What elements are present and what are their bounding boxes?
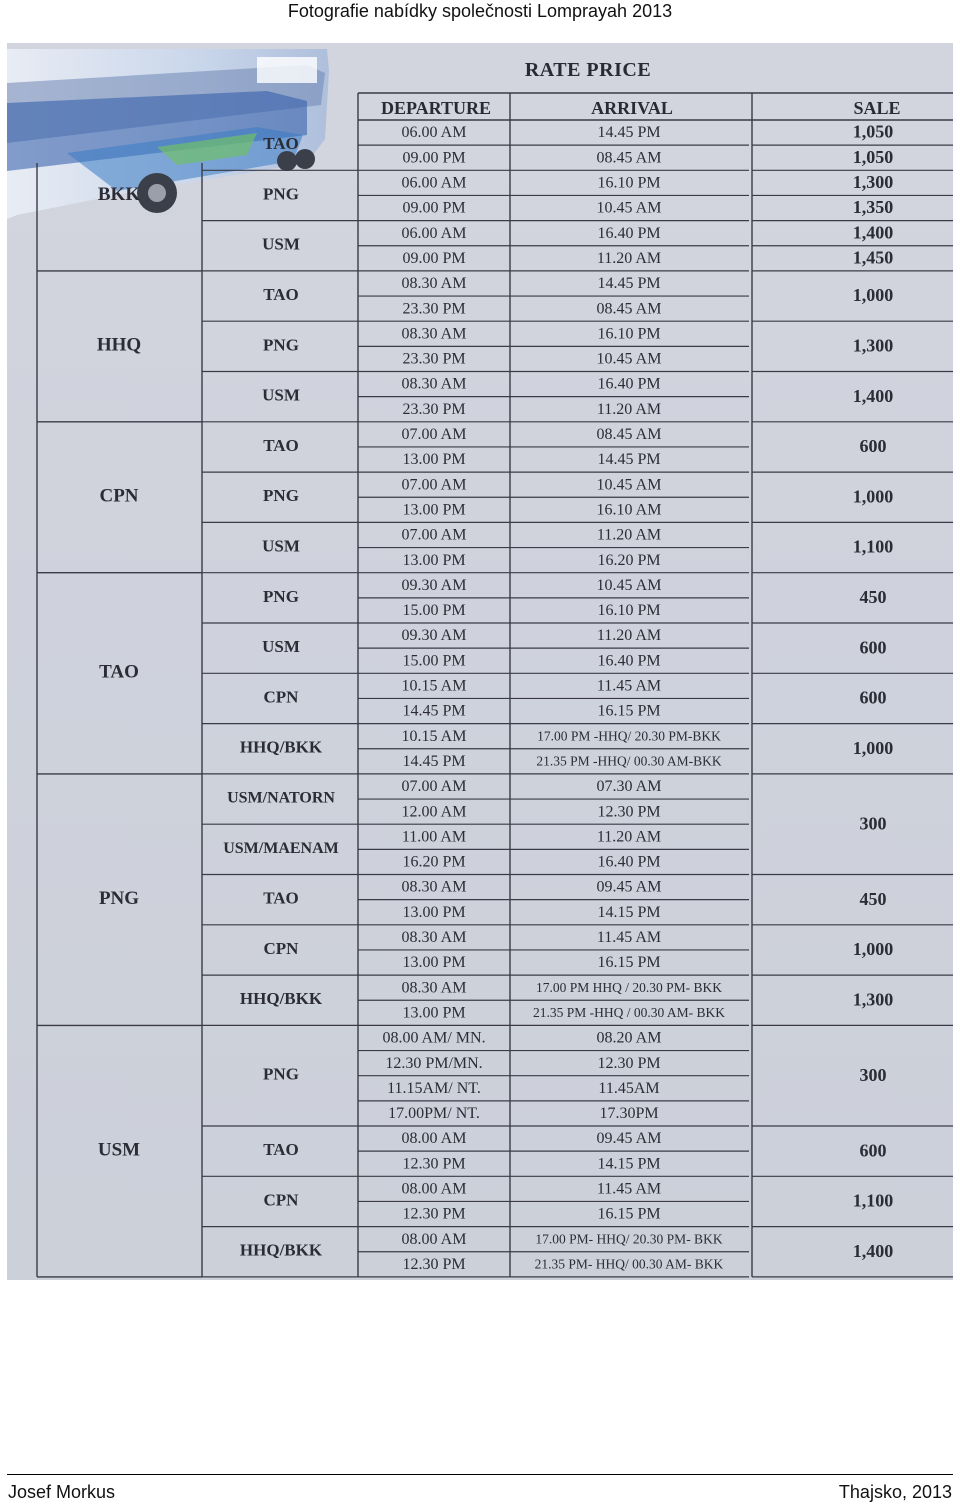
destination-label: HHQ/BKK xyxy=(239,1240,323,1260)
arrival-time: 11.20 AM xyxy=(596,627,662,645)
departure-time: 06.00 AM xyxy=(401,224,467,242)
destination-label: USM/NATORN xyxy=(227,789,335,807)
footer-author: Josef Morkus xyxy=(8,1482,116,1502)
departure-time: 07.00 AM xyxy=(401,426,467,444)
arrival-time: 08.45 AM xyxy=(596,149,662,167)
arrival-time: 11.45 AM xyxy=(596,929,662,947)
arrival-time: 16.40 PM xyxy=(597,652,661,670)
arrival-time: 11.20 AM xyxy=(596,400,662,418)
arrival-time: 10.45 AM xyxy=(596,350,662,368)
destination-label: CPN xyxy=(263,1190,299,1210)
sale-price: 1,000 xyxy=(852,285,894,306)
destination-label: CPN xyxy=(263,687,299,707)
arrival-time: 17.00 PM HHQ / 20.30 PM- BKK xyxy=(535,979,723,995)
departure-time: 11.00 AM xyxy=(401,828,467,846)
departure-time: 08.00 AM xyxy=(401,1180,467,1198)
departure-time: 23.30 PM xyxy=(402,350,466,368)
sale-price: 1,000 xyxy=(852,486,894,507)
departure-time: 09.30 AM xyxy=(401,576,467,594)
sale-price: 1,450 xyxy=(852,247,894,268)
departure-time: 08.30 AM xyxy=(401,275,467,293)
departure-time: 07.00 AM xyxy=(401,778,467,796)
sale-price: 1,050 xyxy=(852,146,894,167)
departure-time: 15.00 PM xyxy=(402,602,466,620)
sale-price: 1,050 xyxy=(852,121,894,142)
arrival-time: 14.45 PM xyxy=(597,124,661,142)
arrival-time: 14.15 PM xyxy=(597,903,661,921)
destination-label: TAO xyxy=(263,1140,299,1160)
departure-header: DEPARTURE xyxy=(380,98,492,118)
departure-time: 08.00 AM xyxy=(401,1230,467,1248)
arrival-time: 16.15 PM xyxy=(597,702,661,720)
departure-time: 16.20 PM xyxy=(402,853,466,871)
sale-price: 1,100 xyxy=(852,536,894,557)
arrival-time: 11.45AM xyxy=(598,1079,660,1097)
arrival-time: 17.30PM xyxy=(599,1105,659,1123)
departure-time: 08.00 AM xyxy=(401,1130,467,1148)
rate-price-title: RATE PRICE xyxy=(524,59,652,81)
arrival-time: 10.45 AM xyxy=(596,199,662,217)
departure-time: 09.00 PM xyxy=(402,149,466,167)
sale-price: 1,000 xyxy=(852,939,894,960)
arrival-time: 21.35 PM- HHQ/ 00.30 AM- BKK xyxy=(534,1256,724,1272)
departure-time: 08.30 AM xyxy=(401,929,467,947)
departure-time: 13.00 PM xyxy=(402,954,466,972)
departure-time: 15.00 PM xyxy=(402,652,466,670)
origin-label: CPN xyxy=(99,485,139,507)
departure-time: 06.00 AM xyxy=(401,174,467,192)
departure-time: 08.30 AM xyxy=(401,979,467,997)
arrival-time: 08.20 AM xyxy=(596,1029,662,1047)
departure-time: 09.00 PM xyxy=(402,199,466,217)
arrival-time: 10.45 AM xyxy=(596,476,662,494)
arrival-time: 11.20 AM xyxy=(596,526,662,544)
sale-price: 600 xyxy=(859,687,887,708)
destination-label: TAO xyxy=(263,134,299,154)
arrival-time: 12.30 PM xyxy=(597,803,661,821)
arrival-time: 16.40 PM xyxy=(597,375,661,393)
sale-price: 1,300 xyxy=(852,335,894,356)
arrival-time: 11.20 AM xyxy=(596,249,662,267)
destination-label: PNG xyxy=(263,486,299,506)
destination-label: TAO xyxy=(263,284,299,304)
origin-label: HHQ xyxy=(96,334,142,356)
sale-price: 1,400 xyxy=(852,385,894,406)
departure-time: 13.00 PM xyxy=(402,903,466,921)
sale-price: 1,100 xyxy=(852,1190,894,1211)
sale-price: 600 xyxy=(859,637,887,658)
destination-label: TAO xyxy=(263,888,299,908)
arrival-time: 11.45 AM xyxy=(596,677,662,695)
departure-time: 13.00 PM xyxy=(402,1004,466,1022)
departure-time: 12.30 PM xyxy=(402,1155,466,1173)
arrival-time: 10.45 AM xyxy=(596,576,662,594)
arrival-time: 17.00 PM -HHQ/ 20.30 PM-BKK xyxy=(537,728,721,744)
destination-label: PNG xyxy=(263,586,299,606)
sale-price: 1,300 xyxy=(852,989,894,1010)
arrival-time: 21.35 PM -HHQ/ 00.30 AM-BKK xyxy=(536,753,722,769)
departure-time: 12.00 AM xyxy=(401,803,467,821)
rate-table xyxy=(7,43,953,1280)
arrival-time: 17.00 PM- HHQ/ 20.30 PM- BKK xyxy=(535,1231,723,1247)
arrival-time: 11.45 AM xyxy=(596,1180,662,1198)
destination-label: HHQ/BKK xyxy=(239,737,323,757)
destination-label: USM/MAENAM xyxy=(223,840,339,858)
sale-price: 450 xyxy=(859,888,887,909)
arrival-time: 16.15 PM xyxy=(597,1205,661,1223)
arrival-time: 12.30 PM xyxy=(597,1054,661,1072)
departure-time: 07.00 AM xyxy=(401,476,467,494)
departure-time: 14.45 PM xyxy=(402,702,466,720)
arrival-time: 09.45 AM xyxy=(596,1130,662,1148)
departure-time: 06.00 AM xyxy=(401,124,467,142)
departure-time: 14.45 PM xyxy=(402,752,466,770)
departure-time: 23.30 PM xyxy=(402,400,466,418)
destination-label: PNG xyxy=(263,1064,299,1084)
departure-time: 08.30 AM xyxy=(401,878,467,896)
arrival-time: 08.45 AM xyxy=(596,426,662,444)
destination-label: HHQ/BKK xyxy=(239,989,323,1009)
sale-price: 300 xyxy=(859,1064,887,1085)
arrival-time: 07.30 AM xyxy=(596,778,662,796)
departure-time: 12.30 PM/MN. xyxy=(385,1054,483,1072)
departure-time: 07.00 AM xyxy=(401,526,467,544)
sale-price: 1,400 xyxy=(852,222,894,243)
arrival-time: 14.45 PM xyxy=(597,275,661,293)
sale-price: 1,400 xyxy=(852,1240,894,1261)
arrival-time: 11.20 AM xyxy=(596,828,662,846)
departure-time: 09.00 PM xyxy=(402,249,466,267)
arrival-time: 16.20 PM xyxy=(597,551,661,569)
sale-price: 450 xyxy=(859,586,887,607)
origin-label: TAO xyxy=(99,661,139,683)
departure-time: 17.00PM/ NT. xyxy=(388,1105,480,1123)
sale-price: 1,300 xyxy=(852,172,894,192)
departure-time: 10.15 AM xyxy=(401,677,467,695)
destination-label: USM xyxy=(262,536,300,556)
departure-time: 12.30 PM xyxy=(402,1205,466,1223)
sale-price: 300 xyxy=(859,813,887,834)
destination-label: USM xyxy=(262,234,300,254)
departure-time: 23.30 PM xyxy=(402,300,466,318)
arrival-time: 16.15 PM xyxy=(597,954,661,972)
departure-time: 10.15 AM xyxy=(401,727,467,745)
arrival-header: ARRIVAL xyxy=(591,98,673,118)
arrival-time: 14.15 PM xyxy=(597,1155,661,1173)
departure-time: 13.00 PM xyxy=(402,451,466,469)
arrival-time: 16.10 PM xyxy=(597,602,661,620)
sale-price: 1,000 xyxy=(852,737,894,758)
arrival-time: 16.40 PM xyxy=(597,853,661,871)
footer-place-year: Thajsko, 2013 xyxy=(838,1482,952,1502)
arrival-time: 16.40 PM xyxy=(597,224,661,242)
departure-time: 13.00 PM xyxy=(402,501,466,519)
destination-label: CPN xyxy=(263,938,299,958)
arrival-time: 16.10 PM xyxy=(597,174,661,192)
arrival-time: 08.45 AM xyxy=(596,300,662,318)
arrival-time: 16.10 AM xyxy=(596,501,662,519)
departure-time: 13.00 PM xyxy=(402,551,466,569)
departure-time: 08.30 AM xyxy=(401,375,467,393)
page-header-title: Fotografie nabídky společnosti Lomprayah 2013 xyxy=(287,1,673,21)
departure-time: 08.30 AM xyxy=(401,325,467,343)
destination-label: TAO xyxy=(263,435,299,455)
sale-header: SALE xyxy=(853,98,901,118)
origin-label: BKK xyxy=(97,183,141,205)
arrival-time: 09.45 AM xyxy=(596,878,662,896)
footer-divider xyxy=(7,1474,953,1475)
arrival-time: 14.45 PM xyxy=(597,451,661,469)
origin-label: PNG xyxy=(98,888,140,910)
rate-price-photo xyxy=(7,43,953,1280)
departure-time: 11.15AM/ NT. xyxy=(387,1079,481,1097)
sale-price: 600 xyxy=(859,1140,887,1161)
destination-label: PNG xyxy=(263,335,299,355)
destination-label: USM xyxy=(262,637,300,657)
departure-time: 08.00 AM/ MN. xyxy=(382,1029,486,1047)
destination-label: PNG xyxy=(263,184,299,204)
departure-time: 09.30 AM xyxy=(401,627,467,645)
arrival-time: 21.35 PM -HHQ / 00.30 AM- BKK xyxy=(532,1004,726,1020)
origin-label: USM xyxy=(97,1139,141,1161)
sale-price: 600 xyxy=(859,436,887,457)
arrival-time: 16.10 PM xyxy=(597,325,661,343)
sale-price: 1,350 xyxy=(852,197,894,218)
departure-time: 12.30 PM xyxy=(402,1255,466,1273)
destination-label: USM xyxy=(262,385,300,405)
